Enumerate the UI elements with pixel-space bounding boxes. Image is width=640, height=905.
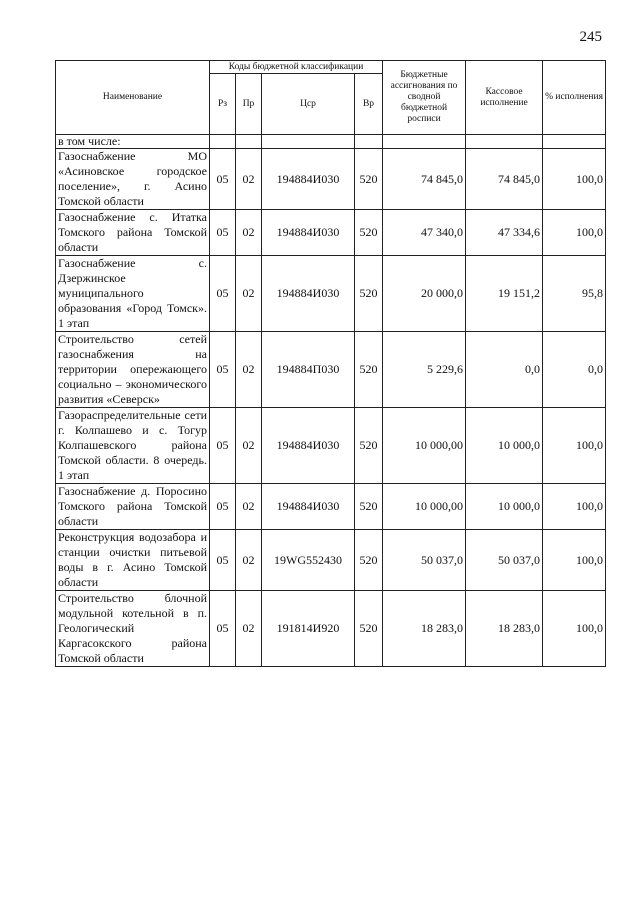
row-rz: 05 bbox=[210, 332, 236, 408]
header-csr: Цср bbox=[262, 74, 355, 135]
row-pr: 02 bbox=[236, 591, 262, 667]
row-percent: 100,0 bbox=[543, 210, 606, 256]
row-percent: 0,0 bbox=[543, 332, 606, 408]
row-name: Газоснабжение МО «Асиновское городское поселение», г. Асино Томской области bbox=[56, 149, 210, 210]
row-csr: 19WG552430 bbox=[262, 530, 355, 591]
header-budget-codes: Коды бюджетной классификации bbox=[210, 61, 383, 74]
row-pr: 02 bbox=[236, 149, 262, 210]
row-vr: 520 bbox=[355, 530, 383, 591]
row-pr: 02 bbox=[236, 484, 262, 530]
header-percent-execution: % исполнения bbox=[543, 61, 606, 135]
row-rz: 05 bbox=[210, 591, 236, 667]
table-row bbox=[56, 332, 606, 408]
row-allocation: 10 000,00 bbox=[383, 408, 466, 484]
table-row bbox=[56, 256, 606, 332]
row-vr: 520 bbox=[355, 256, 383, 332]
row-cash: 47 334,6 bbox=[466, 210, 543, 256]
row-rz: 05 bbox=[210, 256, 236, 332]
table-row bbox=[56, 149, 606, 210]
row-pr: 02 bbox=[236, 332, 262, 408]
row-allocation: 18 283,0 bbox=[383, 591, 466, 667]
row-rz: 05 bbox=[210, 210, 236, 256]
row-vr: 520 bbox=[355, 332, 383, 408]
row-allocation: 20 000,0 bbox=[383, 256, 466, 332]
row-vr: 520 bbox=[355, 484, 383, 530]
row-percent: 100,0 bbox=[543, 484, 606, 530]
row-allocation: 10 000,00 bbox=[383, 484, 466, 530]
header-allocations: Бюджетные ассигнования по сводной бюджетной росписи bbox=[383, 61, 466, 135]
row-csr: 194884П030 bbox=[262, 332, 355, 408]
header-rz: Рз bbox=[210, 74, 236, 135]
row-rz: 05 bbox=[210, 484, 236, 530]
subtitle-label: в том числе: bbox=[56, 135, 210, 149]
row-pr: 02 bbox=[236, 256, 262, 332]
row-pr: 02 bbox=[236, 408, 262, 484]
row-vr: 520 bbox=[355, 210, 383, 256]
row-name: Строительство сетей газоснабжения на территории опережающего социально – экономического развития «Северск» bbox=[56, 332, 210, 408]
row-name: Газоснабжение с. Дзержинское муниципального образования «Город Томск». 1 этап bbox=[56, 256, 210, 332]
row-percent: 100,0 bbox=[543, 530, 606, 591]
row-cash: 0,0 bbox=[466, 332, 543, 408]
row-csr: 194884И030 bbox=[262, 256, 355, 332]
row-percent: 100,0 bbox=[543, 149, 606, 210]
row-csr: 194884И030 bbox=[262, 408, 355, 484]
row-percent: 100,0 bbox=[543, 408, 606, 484]
page-number: 245 bbox=[579, 29, 602, 45]
budget-execution-table bbox=[55, 60, 606, 667]
row-cash: 10 000,0 bbox=[466, 484, 543, 530]
header-name: Наименование bbox=[56, 61, 210, 135]
row-allocation: 5 229,6 bbox=[383, 332, 466, 408]
row-csr: 194884И030 bbox=[262, 484, 355, 530]
table-row bbox=[56, 210, 606, 256]
table-row bbox=[56, 484, 606, 530]
header-cash-execution: Кассовое исполнение bbox=[466, 61, 543, 135]
row-allocation: 47 340,0 bbox=[383, 210, 466, 256]
row-allocation: 50 037,0 bbox=[383, 530, 466, 591]
row-percent: 95,8 bbox=[543, 256, 606, 332]
row-percent: 100,0 bbox=[543, 591, 606, 667]
row-vr: 520 bbox=[355, 591, 383, 667]
row-name: Реконструкция водозабора и станции очистки питьевой воды в г. Асино Томской области bbox=[56, 530, 210, 591]
table-row bbox=[56, 530, 606, 591]
row-rz: 05 bbox=[210, 408, 236, 484]
row-name: Газораспределительные сети г. Колпашево и с. Тогур Колпашевского района Томской области. 8 очередь. 1 этап bbox=[56, 408, 210, 484]
row-cash: 18 283,0 bbox=[466, 591, 543, 667]
row-name: Строительство блочной модульной котельной в п. Геологический Каргасокского района Томской области bbox=[56, 591, 210, 667]
row-rz: 05 bbox=[210, 530, 236, 591]
row-pr: 02 bbox=[236, 530, 262, 591]
row-vr: 520 bbox=[355, 149, 383, 210]
row-cash: 19 151,2 bbox=[466, 256, 543, 332]
table-row-subtitle bbox=[56, 135, 606, 149]
row-rz: 05 bbox=[210, 149, 236, 210]
row-csr: 191814И920 bbox=[262, 591, 355, 667]
table-row bbox=[56, 591, 606, 667]
row-vr: 520 bbox=[355, 408, 383, 484]
header-pr: Пр bbox=[236, 74, 262, 135]
row-name: Газоснабжение с. Итатка Томского района Томской области bbox=[56, 210, 210, 256]
row-allocation: 74 845,0 bbox=[383, 149, 466, 210]
row-name: Газоснабжение д. Поросино Томского района Томской области bbox=[56, 484, 210, 530]
row-cash: 50 037,0 bbox=[466, 530, 543, 591]
header-vr: Вр bbox=[355, 74, 383, 135]
table-row bbox=[56, 408, 606, 484]
row-csr: 194884И030 bbox=[262, 210, 355, 256]
row-cash: 74 845,0 bbox=[466, 149, 543, 210]
row-cash: 10 000,0 bbox=[466, 408, 543, 484]
row-csr: 194884И030 bbox=[262, 149, 355, 210]
row-pr: 02 bbox=[236, 210, 262, 256]
